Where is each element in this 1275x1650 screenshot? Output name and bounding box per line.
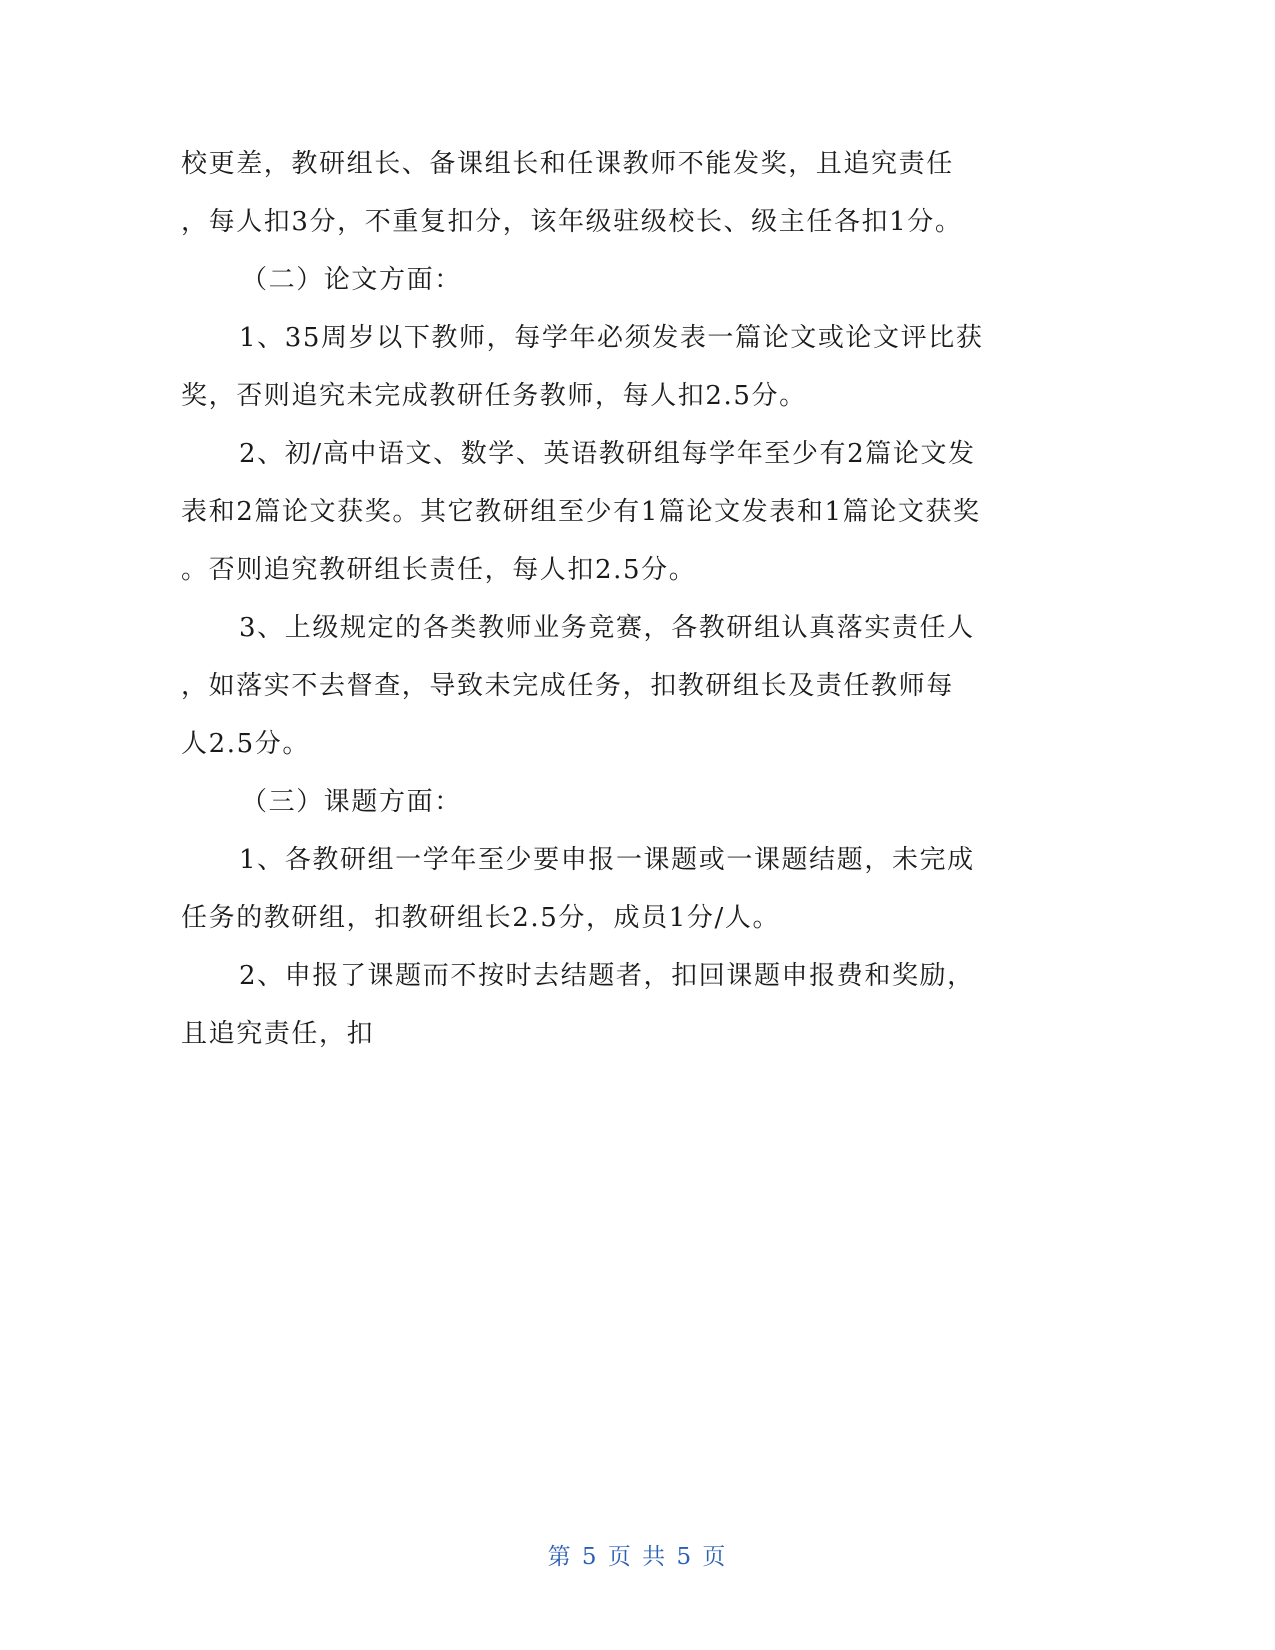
text-line: 奖，否则追究未完成教研任务教师，每人扣2.5分。 [181,381,807,411]
text-line: 校更差，教研组长、备课组长和任课教师不能发奖，且追究责任 [181,149,954,179]
text-line: 人2.5分。 [181,729,310,759]
text-line: 2、初/高中语文、数学、英语教研组每学年至少有2篇论文发 [239,439,976,469]
section-heading-projects: （三）课题方面： [241,787,462,817]
text-line: 。否则追究教研组长责任，每人扣2.5分。 [181,555,697,585]
text-line: 1、35周岁以下教师，每学年必须发表一篇论文或论文评比获 [239,323,984,353]
text-line: 表和2篇论文获奖。其它教研组至少有1篇论文发表和1篇论文获奖 [181,497,981,527]
text-line: 2、申报了课题而不按时去结题者，扣回课题申报费和奖励， [239,961,975,991]
text-line: 任务的教研组，扣教研组长2.5分，成员1分/人。 [181,903,781,933]
text-line: ，每人扣3分，不重复扣分，该年级驻级校长、级主任各扣1分。 [181,207,963,237]
section-heading-papers: （二）论文方面： [241,265,462,295]
text-line: 1、各教研组一学年至少要申报一课题或一课题结题，未完成 [239,845,975,875]
text-line: ，如落实不去督查，导致未完成任务，扣教研组长及责任教师每 [181,671,954,701]
text-line: 3、上级规定的各类教师业务竞赛，各教研组认真落实责任人 [239,613,975,643]
page-number-footer: 第 5 页 共 5 页 [547,1544,728,1570]
text-line: 且追究责任，扣 [181,1019,375,1049]
